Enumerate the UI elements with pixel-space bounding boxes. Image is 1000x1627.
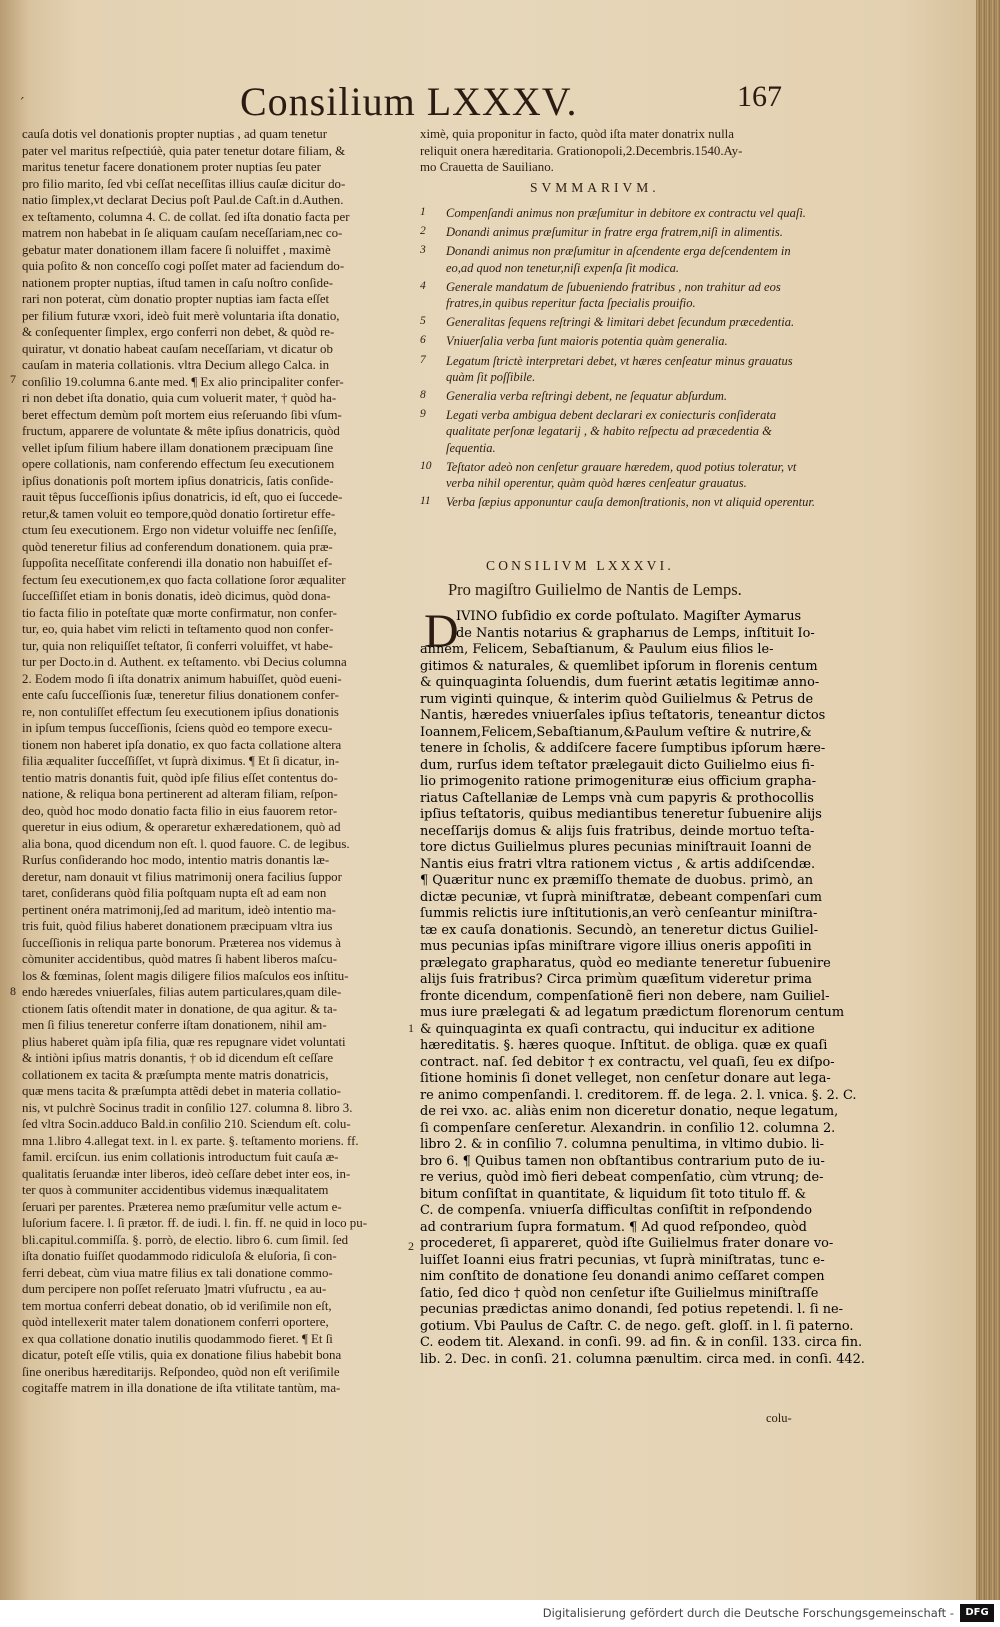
text-line: gebatur mater donationem illam facere ſi noluiffet , maximè xyxy=(22,242,331,257)
summarium-item-text: Vniuerſalia verba ſunt maioris potentia quàm generalia. xyxy=(446,334,728,349)
text-line: quiratur, vt donatio habeat cauſam neceſſariam, vt dicatur ob xyxy=(22,341,333,356)
text-line: prælegato grapharatus, quòd eo mediante teneretur ſubuenire xyxy=(420,955,831,971)
margin-note-number: 7 xyxy=(10,372,16,386)
text-line: Ioannem,Felicem,Sebaſtianum,&Paulum veſtire & nutrire,& xyxy=(420,724,812,740)
text-line: bitum conſiſtat in quantitate, & liquidum ſit toto titulo ff. & xyxy=(420,1186,807,1202)
text-line: men ſi filius teneretur conferre iſtam donationem, nihil am- xyxy=(22,1018,327,1032)
consilium-body xyxy=(420,605,865,1368)
text-line: mo Crauetta de Sauiliano. xyxy=(420,160,554,174)
text-line: gotium. Vbi Paulus de Caſtr. C. de nego. geſt. gloſſ. in l. ſi paterno. xyxy=(420,1318,854,1334)
text-line: neceſſarijs domus & alijs ſuis fratribus, deinde mortuo teſta- xyxy=(420,823,815,839)
summarium-item-text: Compenſandi animus non præſumitur in debitore ex contractu vel quaſi. xyxy=(446,206,806,220)
text-line: Nantis, hæredes vniuerſales ipſius teſtatoris, teneantur dictos xyxy=(420,708,826,723)
text-line: ri non debet iſta donatio, quia cum voluerit mater, † quòd ha- xyxy=(22,391,337,405)
text-line: rauit têpus ſucceſſionis ipſius donatricis, id eſt, quo ei ſuccede- xyxy=(22,490,343,504)
summarium-list xyxy=(420,205,815,513)
text-line: dum, rurſus idem teſtator prælegauit dicto Guilielmo eius fi- xyxy=(420,757,815,773)
summarium-item-number: 6 xyxy=(420,334,426,347)
text-line: mus pecunias ipſas miniſtrare vigore illius oneris appoſiti in xyxy=(420,939,812,954)
text-line: Rurſus conſiderando hoc modo, intentio matris donantis læ- xyxy=(22,853,330,867)
summarium-item xyxy=(420,494,815,510)
text-line: ex teſtamento, columna 4. C. de collat. ſed iſta donatio facta per xyxy=(22,209,350,224)
text-line: ſuppoſita neceſſitate conferendi illa donatio non habuiſſet ef- xyxy=(22,556,333,570)
summarium-item xyxy=(420,205,815,221)
text-line: tio facta filio in poteſtate quæ morte confirmatur, non confer- xyxy=(22,605,337,620)
text-line: fronte dicendum, compenſationẽ fieri non debere, nam Guiliel- xyxy=(420,988,830,1004)
summarium-item xyxy=(420,243,815,275)
consilium-heading: CONSILIVM LXXXVI. xyxy=(486,558,674,573)
text-line: ſed vltra Socin.adduco Bald.in conſilio 210. Sciendum eſt. colu- xyxy=(22,1117,351,1131)
text-line: reliquit onera hæreditaria. Grationopoli,2.Decembris.1540.Ay- xyxy=(420,143,743,158)
summarium-item xyxy=(420,333,815,349)
text-line: natione, & reliqua bona pertinerent ad alteram filiam, reſpon- xyxy=(22,787,338,801)
text-line: ¶ Quæritur nunc ex præmiſſo themate de duobus. primò, an xyxy=(420,873,814,888)
text-line: alia bona, quod dicendum non eſt. l. quod fauore. C. de legibus. xyxy=(22,836,350,851)
text-line: tenere in ſcholis, & addiſcere facere ſumptibus ipſorum hære- xyxy=(420,741,826,756)
summarium-item-number: 1 xyxy=(420,206,426,218)
text-line: fectum ſeu executionem,ex quo facta collatione ſoror æqualiter xyxy=(22,572,346,587)
right-column-top xyxy=(420,126,815,176)
text-line: beret effectum demùm poſt mortem eius reſeruando ſibi vſum- xyxy=(22,407,342,422)
text-line: tris fuit, quòd filius haberet donationem præcipuam vltra ius xyxy=(22,919,333,933)
text-line: luiſſet Ioanni eius fratri pecunias, vt ſuprà miniſtratas, tunc e- xyxy=(420,1252,825,1268)
summarium-item xyxy=(420,314,815,330)
text-line: tur per Docto.in d. Authent. ex teſtamento. vbi Decius columna xyxy=(22,655,347,669)
text-line: quia poſito & non conceſſo cogi poſſet mater ad faciendum do- xyxy=(22,259,345,273)
text-line: deretur, nam donauit vt filius matrimonij onera facilius ſuppor xyxy=(22,869,342,884)
summarium-item-number: 8 xyxy=(420,389,426,402)
text-line: mus iure prælegati & ad legatum prædictum florenorum centum xyxy=(420,1005,845,1020)
drop-cap: D xyxy=(424,605,459,658)
left-column xyxy=(22,126,407,1397)
text-line: còmuniter accidentibus, quòd matres ſi habent liberos maſcu- xyxy=(22,952,338,966)
text-line: qualitatis ſeruandæ inter liberos, ideò ceſſare debet inter eos, in- xyxy=(22,1166,351,1181)
text-line: ad contrarium ſupra formatum. ¶ Ad quod reſpondeo, quòd xyxy=(420,1219,807,1235)
text-line: plius haberet quàm ipſa filia, quæ res repugnare videt voluntati xyxy=(22,1034,346,1049)
text-line: los & fœminas, ſolent magis diligere filios maſculos eos inſtitu- xyxy=(22,968,349,983)
text-line: ſine oneribus hæreditarijs. Reſpondeo, quòd non eſt veriſimile xyxy=(22,1364,340,1379)
text-line: collationem ex tacita & præſumpta mente matris donatricis, xyxy=(22,1067,329,1082)
text-line: cauſa dotis vel donationis propter nuptias , ad quam tenetur xyxy=(22,127,328,141)
text-line: nationem propter nuptias, iſtud tamen in caſu noſtro conſide- xyxy=(22,275,334,290)
text-line: deo, quòd hoc modo donatio facta filio in eius fauorem retor- xyxy=(22,803,338,818)
dfg-logo: DFG xyxy=(960,1604,994,1622)
text-line: ente caſu ſucceſſionis ſuæ, teneretur filius donationem confer- xyxy=(22,688,339,702)
text-line: natio ſimplex,vt declarat Decius poſt Paul.de Caſt.in d.Authen. xyxy=(22,193,344,207)
text-line: dum percipere non poſſet reſeruato ]matri vſufructu , ea au- xyxy=(22,1282,327,1296)
text-line: re, non contuliſſet effectum ſeu executionem ipſius donationis xyxy=(22,704,339,719)
page-number: 167 xyxy=(737,80,782,113)
text-line: quòd intellexerit mater talem donationem conferri oportere, xyxy=(22,1315,329,1329)
summarium-item-number: 10 xyxy=(420,459,432,472)
page-edge xyxy=(976,0,1000,1600)
summarium-item-text: Donandi animus non præſumitur in aſcendente erga deſcendentem in eo,ad quod non tenetur,niſi expenſa ſit modica. xyxy=(446,244,791,275)
text-line: C. de compenſa. vniuerſa difficultas conſiſtit in reſpondendo xyxy=(420,1203,812,1218)
summarium-item xyxy=(420,353,815,385)
text-line: contract. naſ. ſed debitor † ex contractu, vel quaſi, ſeu ex diſpo- xyxy=(420,1054,835,1070)
text-line: tionem non haberet ipſa donatio, ex quo facta collatione altera xyxy=(22,737,342,752)
text-line: matrem non habebat in ſe aliquam cauſam neceſſariam,nec co- xyxy=(22,226,343,240)
text-line: fructum, apparere de voluntate & mête ipſius donatricis, quòd xyxy=(22,424,340,438)
summarium-item-text: Donandi animus præſumitur in fratre erga fratrem,niſi in alimentis. xyxy=(446,225,783,240)
text-line: ter quos à communiter accidentibus videmus inæqualitatem xyxy=(22,1183,329,1197)
margin-note-number: 1 xyxy=(408,1021,414,1035)
text-line: re verius, quòd imò fieri debeat compenſatio, cùm vtrunq; de- xyxy=(420,1170,824,1185)
text-line: Nantis eius fratri vltra rationem victus , & artis addiſcendæ. xyxy=(420,856,816,872)
text-line: retur,& tamen voluit eo tempore,quòd donatio ſortiretur effe- xyxy=(22,506,336,521)
text-line: per filium futuræ vxori, ideò fuit merè voluntaria iſta donatio, xyxy=(22,308,340,323)
text-line: alijs ſuis fratribus? Circa primùm quæſitum videretur prima xyxy=(420,972,812,987)
text-line: tur, quia non reliquiſſet teſtator, ſi conferri voluiffet, vt habe- xyxy=(22,638,333,653)
text-line: gitimos & naturales, & quemlibet ipſorum in florenis centum xyxy=(420,658,818,674)
text-line: re animo compenſandi. l. creditorem. ff. de lega. 2. l. vnica. §. 2. C. xyxy=(420,1087,857,1103)
footer-credit: Digitalisierung gefördert durch die Deutsche Forschungsgemeinschaft - xyxy=(542,1606,954,1620)
summarium-item-text: Generalia verba reſtringi debent, ne ſequatur abſurdum. xyxy=(446,389,727,404)
summarium-item-text: Legati verba ambigua debent declarari ex coniecturis conſiderata qualitate perſonæ legatarij , & habito reſpectu ad præcedentia & ſequentia. xyxy=(446,408,777,455)
text-line: cogitaffe matrem in illa donatione de iſta vtilitate tantùm, ma- xyxy=(22,1381,341,1395)
header-mark: ´ xyxy=(18,96,25,112)
summarium-item-number: 7 xyxy=(420,353,426,366)
summarium-item-number: 11 xyxy=(420,495,431,508)
summarium-item-number: 3 xyxy=(420,244,426,257)
text-line: ferri debeat, cùm viua matre filius ex tali donatione commo- xyxy=(22,1265,333,1280)
text-line: riatus Caſtellaniæ de Lemps vnà cum papyris & prothocollis xyxy=(420,790,814,806)
text-line: endo hæredes vniuerſales, filias autem particulares,quam dile- xyxy=(22,985,342,999)
text-line: & quinquaginta ſoluendis, dum fuerint ætatis legitimæ anno- xyxy=(420,675,820,690)
text-line: libro 2. & in conſilio 7. columna penultima, in vltimo dubio. li- xyxy=(420,1137,824,1152)
text-line: bli.capitul.commiſſa. §. porrò, de electio. libro 6. cum ſimil. ſed xyxy=(22,1232,349,1247)
text-line: annem, Felicem, Sebaſtianum, & Paulum eius filios le- xyxy=(420,642,774,657)
text-line: maritus tenetur facere donationem proter nuptias ſeu pater xyxy=(22,160,321,174)
text-line: taret, conſiderans quòd filia poſtquam nupta eſt ad eam non xyxy=(22,886,327,900)
text-line: iſta donatio fuiſſet quodammodo ridiculoſa & eluſoria, ſi con- xyxy=(22,1249,337,1263)
summarium-item xyxy=(420,388,815,404)
text-line: & quinquaginta ex quaſi contractu, qui inducitur ex aditione xyxy=(420,1021,815,1037)
summarium-item-number: 9 xyxy=(420,408,426,421)
text-line: C. eodem tit. Alexand. in conſi. 99. ad fin. & in conſil. 133. circa fin. xyxy=(420,1335,863,1350)
summarium-item-number: 5 xyxy=(420,315,426,328)
text-line: ſucceſſionis in reliqua parte bonorum. Præterea nos videmus à xyxy=(22,935,341,950)
text-line: in ipſum tempus ſucceſſionis, ſciens quòd eo tempore execu- xyxy=(22,721,333,735)
text-line: quæ mens tacita & præſumpta attẽdi debet in materia collatio- xyxy=(22,1084,341,1098)
running-title: Consilium LXXXV. xyxy=(240,79,578,124)
summarium-item-number: 4 xyxy=(420,279,426,292)
text-line: IVINO ſubſidio ex corde poſtulato. Magiſter Aymarus xyxy=(456,609,802,624)
text-line: rari non poterat, cùm donatio propter nuptias iam facta eſſet xyxy=(22,292,330,306)
text-line: ſummis relictis iure inſtitutionis,an verò cenſeantur miniſtra- xyxy=(420,906,818,921)
text-line: quòd teneretur filius ad conferendum donationem. quia præ- xyxy=(22,539,333,554)
text-line: pro filio marito, ſed vbi ceſſat neceſſitas illius cauſæ dicitur do- xyxy=(22,176,346,191)
summarium-item xyxy=(420,279,815,311)
margin-note-number: 8 xyxy=(10,984,16,998)
text-line: pertinent onéra matrimonij,ſed ad maritum, ideò intentio ma- xyxy=(22,902,336,917)
text-line: famil. erciſcun. ius enim collationis introductum fuit cauſa æ- xyxy=(22,1150,339,1164)
text-line: opere collationis, nam conferendo effectum ſeu executionem xyxy=(22,457,335,471)
text-line: queretur in eius odium, & operaretur exhæredationem, quò ad xyxy=(22,820,341,834)
text-line: pecunias prædictas animo donandi, ſed potius repetendi. l. ſi ne- xyxy=(420,1302,844,1317)
text-line: tæ ex cauſa donationis. Secundò, an teneretur dictus Guiliel- xyxy=(420,922,819,938)
text-line: vellet ipſum filium habere illam donationem præcipuam ſine xyxy=(22,440,334,455)
text-line: conſilio 19.columna 6.ante med. ¶ Ex alio principaliter confer- xyxy=(22,374,344,389)
text-line: mna 1.libro 4.allegat text. in l. ex parte. §. teſtamento moriens. ff. xyxy=(22,1133,359,1148)
text-line: rum viginti quinque, & interim quòd Guilielmus & Petrus de xyxy=(420,691,814,707)
text-line: & intiòni ipſius matris donantis, † ob id dicendum eſt ceſſare xyxy=(22,1051,334,1065)
text-line: ximè, quia proponitur in facto, quòd iſta mater donatrix nulla xyxy=(420,127,734,141)
consilium-subheading: Pro magiſtro Guilielmo de Nantis de Lemps. xyxy=(448,580,742,599)
text-line: nis, vt pulchrè Socinus tradit in conſilio 127. columna 8. libro 3. xyxy=(22,1100,353,1115)
summarium-item-text: Generale mandatum de ſubueniendo fratribus , non trahitur ad eos fratres,in quibus reperitur facta ſpecialis prouifio. xyxy=(446,279,781,311)
summarium-item xyxy=(420,224,815,240)
text-line: ſitione hominis ſi donet velleget, non cenſetur donare aut lega- xyxy=(420,1071,831,1086)
text-line: tore dictus Guilielmus plures pecunias miniſtrauit Ioanni de xyxy=(420,840,812,855)
text-line: de rei vxo. ac. aliàs enim non diceretur donatio, neque legatum, xyxy=(420,1104,839,1119)
text-line: nim conſtito de donatione ſeu donandi animo ceſſaret compen xyxy=(420,1269,825,1284)
text-line: 2. Eodem modo ſi iſta donatrix animum habuiſſet, quòd eueni- xyxy=(22,671,342,686)
text-line: ſatio, ſed dico † quòd non cenſetur iſte Guilielmus miniſtraſſe xyxy=(420,1285,819,1301)
text-line: ſi compenſare cenſeretur. Alexandrin. in conſilio 12. columna 2. xyxy=(420,1120,836,1136)
text-line: ſeruari per parentes. Præterea nemo præſumitur velle actum e- xyxy=(22,1199,342,1214)
text-line: tentio matris donantis fuit, quòd ipſe filius eſſet contentus do- xyxy=(22,770,338,785)
text-line: dictæ pecuniæ, vt ſuprà miniſtratæ, debeant compenſari cum xyxy=(420,889,823,905)
text-line: bro 6. ¶ Quibus tamen non obſtantibus contrarium puto de iu- xyxy=(420,1153,825,1169)
text-line: pater vel maritus reſpectiúè, quia pater tenetur dotare filiam, & xyxy=(22,143,346,158)
text-line: ſucceſſiſſet etiam in bonis donatis, ideò dicimus, quòd dona- xyxy=(22,589,331,603)
text-line: luſorium facere. l. ſi prætor. ff. de iudi. l. fin. ff. ne quid in loco pu- xyxy=(22,1216,367,1230)
text-line: ex qua collatione donatio inutilis quodammodo fieret. ¶ Et ſi xyxy=(22,1331,333,1346)
text-line: & conſequenter ſimplex, ergo conferri non debet, & quòd re- xyxy=(22,325,335,339)
text-line: de Nantis notarius & grapharıus de Lemps, inſtituit Io- xyxy=(456,625,815,641)
text-line: tur, eo, quia habet vim relicti in teſtamento quod non confer- xyxy=(22,622,334,636)
text-line: dicatur, poteſt eſſe vtilis, quia ex donatione filius habebit bona xyxy=(22,1348,342,1362)
text-line: lio primogenito ratione primogenituræ eius officium grapha- xyxy=(420,774,817,789)
text-line: procederet, ſi appareret, quòd iſte Guilielmus frater donare vo- xyxy=(420,1236,834,1251)
summarium-item-text: Teſtator adeò non cenſetur grauare hæredem, quod potius toleratur, vt verba nihil operentur, quàm quòd hæres cenſeatur grauatus. xyxy=(446,459,797,491)
text-line: ctionem ſatis oſtendit mater in donatione, de qua agitur. & ta- xyxy=(22,1001,338,1016)
text-line: cauſam in materia collationis. vltra Decium allego Calca. in xyxy=(22,358,330,372)
margin-note-number: 2 xyxy=(408,1239,414,1253)
text-line: tem mortua conferri debeat donatio, ob id veriſimile non eſt, xyxy=(22,1298,332,1313)
summarium-item-number: 2 xyxy=(420,225,426,238)
summarium-item-text: Verba ſæpius apponuntur cauſa demonſtrationis, non vt aliquid operentur. xyxy=(446,495,815,510)
summarium-item-text: Legatum ſtrictè interpretari debet, vt hæres cenſeatur minus grauatus quàm ſit poſſibile. xyxy=(446,353,793,384)
text-line: ipſius teſtatoris, quibus mediantibus teneretur ſubuenire alijs xyxy=(420,807,822,822)
text-line: filia æqualiter ſucceſſiſſet, vt ſuprà diximus. ¶ Et ſi dicatur, in- xyxy=(22,754,340,768)
text-line: lib. 2. Dec. in conſi. 21. columna pænultim. circa med. in conſi. 442. xyxy=(420,1351,865,1367)
text-line: hæreditatis. §. hæres quoque. Inſtitut. de obliga. quæ ex quaſi xyxy=(420,1038,828,1053)
text-line: ipſius donationis poſt mortem ipſius donatricis, ſatis conſide- xyxy=(22,473,334,488)
summarium-item xyxy=(420,407,815,456)
summarium-item xyxy=(420,459,815,491)
text-line: ctum ſeu executionem. Ergo non videtur voluiffe nec ſenſiſſe, xyxy=(22,523,337,537)
summarium-item-text: Generalitas ſequens reſtringi & limitari debet ſecundum præcedentia. xyxy=(446,315,795,330)
summarium-title: SVMMARIVM. xyxy=(530,180,660,195)
catchword: colu- xyxy=(766,1411,792,1425)
